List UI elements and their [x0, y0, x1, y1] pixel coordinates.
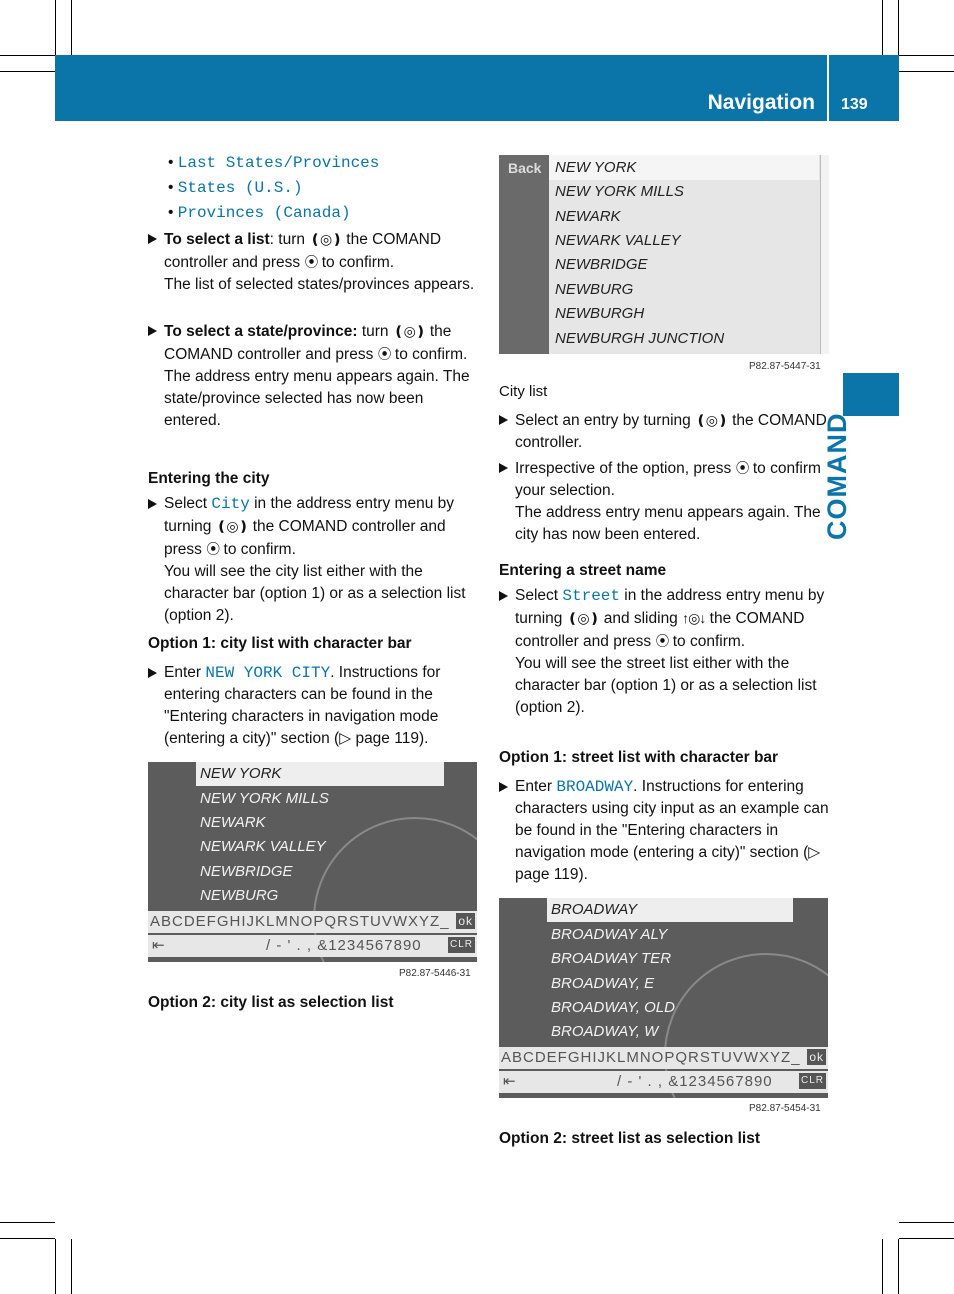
step-arrow-icon: [148, 234, 157, 244]
list-item: BROADWAY, OLD: [551, 999, 675, 1016]
step-result: You will see the city list either with the character bar (option 1) or as a selection list (option 2).: [164, 563, 466, 624]
rotate-controller-icon: ❪◎❫: [695, 412, 728, 428]
step-enter-city: Enter NEW YORK CITY. Instructions for entering characters can be found in the "Entering characters in navigation mode (entering a city)" section (▷ page 119).: [164, 664, 441, 747]
step-arrow-icon: [499, 782, 508, 792]
page-header: [55, 55, 899, 121]
rotate-controller-icon: ❪◎❫: [215, 518, 249, 534]
step-select-state: To select a state/province: turn ❪◎❫ the COMAND controller and press ⦿ to confirm. The address entry menu appears again. The state/province selected has now been entered.: [164, 320, 480, 432]
ok-button-icon: ok: [809, 1050, 824, 1064]
list-item: BROADWAY ALY: [551, 926, 668, 943]
heading-option1-street: Option 1: street list with character bar: [499, 749, 779, 766]
image-reference: P82.87-5454-31: [749, 1103, 821, 1114]
screen-street-character-bar: BROADWAY BROADWAY ALY BROADWAY TER BROADWAY, E BROADWAY, OLD BROADWAY, W ABCDEFGHIJKLMNOPQRSTUVWXYZ_ ok ⇤ / - ' . , &1234567890 CLR: [499, 898, 828, 1098]
step-result: The list of selected states/provinces appears.: [164, 276, 475, 293]
step-arrow-icon: [499, 591, 508, 601]
list-item: NEW YORK MILLS: [200, 790, 329, 807]
heading-option2-city: Option 2: city list as selection list: [148, 994, 394, 1011]
list-item: NEWBURGH: [555, 305, 645, 322]
character-bar: ABCDEFGHIJKLMNOPQRSTUVWXYZ_ ok: [499, 1047, 828, 1069]
clr-button-icon: CLR: [799, 1073, 826, 1089]
image-reference: P82.87-5446-31: [399, 968, 471, 979]
press-controller-icon: ⦿: [377, 346, 391, 362]
list-item: NEWBRIDGE: [555, 256, 648, 273]
back-arrow-icon: ⇤: [152, 937, 166, 954]
image-reference: P82.87-5447-31: [749, 361, 821, 372]
step-result: The address entry menu appears again. The state/province selected has now been entered.: [164, 368, 470, 429]
step-arrow-icon: [148, 499, 157, 509]
symbol-bar: ⇤ / - ' . , &1234567890 CLR: [499, 1071, 828, 1093]
press-controller-icon: ⦿: [206, 541, 220, 557]
ok-button-icon: ok: [458, 914, 473, 928]
list-item: • Provinces (Canada): [168, 204, 351, 222]
slide-controller-icon: ↑◎↓: [682, 610, 706, 626]
screen-city-selection-list: [499, 155, 829, 354]
rotate-controller-icon: ❪◎❫: [566, 610, 600, 626]
list-item: NEWARK VALLEY: [555, 232, 681, 249]
list-item: NEWARK: [200, 814, 266, 831]
step-select-list: To select a list: turn ❪◎❫ the COMAND controller and press ⦿ to confirm. The list of selected states/provinces appears.: [164, 228, 480, 296]
character-bar: ABCDEFGHIJKLMNOPQRSTUVWXYZ_ ok: [148, 911, 477, 933]
clr-button-icon: CLR: [448, 937, 475, 953]
page-number: 139: [841, 96, 868, 113]
step-result: The address entry menu appears again. The city has now been entered.: [515, 504, 821, 543]
heading-entering-city: Entering the city: [148, 470, 270, 487]
list-item: BROADWAY, E: [551, 975, 655, 992]
heading-entering-street: Entering a street name: [499, 562, 667, 579]
list-item: NEW YORK MILLS: [555, 183, 684, 200]
rotate-controller-icon: ❪◎❫: [309, 231, 342, 247]
step-select-street: Select Street in the address entry menu by turning ❪◎❫ and sliding ↑◎↓ the COMAND controller and press ⦿ to confirm. You will see the street list either with the character bar (option 1) or as a selection list (option 2).: [515, 585, 831, 719]
step-enter-street: Enter BROADWAY. Instructions for entering characters using city input as an example can be found in the "Entering characters in navigation mode (entering a city)" section (▷ page 119).: [515, 778, 829, 883]
side-tab: [843, 373, 899, 416]
list-item: BROADWAY, W: [551, 1023, 659, 1040]
symbol-bar: ⇤ / - ' . , &1234567890 CLR: [148, 935, 477, 957]
list-item: NEWARK VALLEY: [200, 838, 326, 855]
scrollbar: [820, 155, 829, 354]
list-item: NEWBURG: [555, 281, 634, 298]
press-controller-icon: ⦿: [735, 460, 749, 476]
list-item: NEWBURG: [200, 887, 279, 904]
press-controller-icon: ⦿: [304, 254, 318, 270]
list-item: • States (U.S.): [168, 179, 303, 197]
step-arrow-icon: [148, 668, 157, 678]
header-divider: [827, 55, 829, 121]
image-caption: City list: [499, 383, 548, 400]
back-arrow-icon: ⇤: [503, 1073, 517, 1090]
step-select-city: Select City in the address entry menu by turning ❪◎❫ the COMAND controller and press ⦿ to confirm. You will see the city list either with the character bar (option 1) or as a selection list (option 2).: [164, 493, 480, 627]
step-arrow-icon: [499, 415, 508, 425]
heading-option1-city: Option 1: city list with character bar: [148, 635, 412, 652]
step-arrow-icon: [148, 326, 157, 336]
list-item: BROADWAY TER: [551, 950, 672, 967]
step-result: You will see the street list either with the character bar (option 1) or as a selection list (option 2).: [515, 655, 817, 716]
screen-city-character-bar: NEW YORK NEW YORK MILLS NEWARK NEWARK VALLEY NEWBRIDGE NEWBURG ABCDEFGHIJKLMNOPQRSTUVWXYZ_ ok ⇤ / - ' . , &1234567890 CLR: [148, 762, 477, 962]
back-button: Back: [499, 155, 549, 354]
section-title: Navigation: [707, 91, 815, 114]
rotate-controller-icon: ❪◎❫: [392, 323, 426, 339]
press-controller-icon: ⦿: [655, 633, 669, 649]
step-select-entry: Select an entry by turning ❪◎❫ the COMAND controller.: [515, 412, 827, 451]
list-item: • Last States/Provinces: [168, 154, 380, 172]
heading-option2-street: Option 2: street list as selection list: [499, 1130, 760, 1147]
list-item: NEWBRIDGE: [200, 863, 293, 880]
list-item: NEWBURGH JUNCTION: [555, 330, 725, 347]
side-tab-label: COMAND: [822, 412, 852, 540]
step-arrow-icon: [499, 463, 508, 473]
list-item: NEW YORK: [555, 159, 637, 176]
step-confirm-selection: Irrespective of the option, press ⦿ to confirm your selection. The address entry menu appears again. The city has now been entered.: [515, 457, 831, 546]
list-item: NEWARK: [555, 208, 621, 225]
